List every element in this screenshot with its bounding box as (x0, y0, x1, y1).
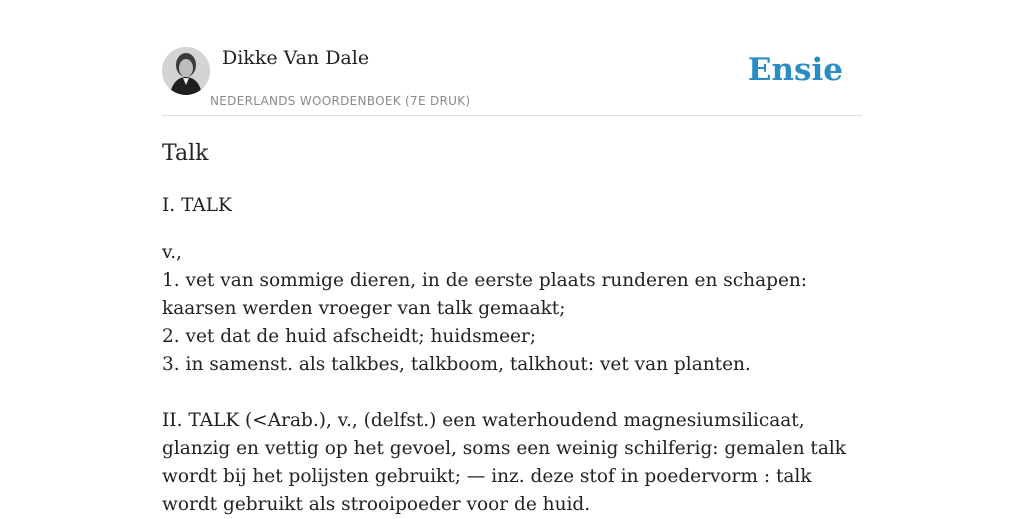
author-portrait-icon (162, 47, 210, 95)
definition-line: 2. vet dat de huid afscheidt; huidsmeer; (162, 326, 537, 347)
definition-paragraph: II. TALK (<Arab.), v., (delfst.) een waterhoudend magnesiumsilicaat, glanzig en vettig op het gevoel, soms een weinig schilferig: gemalen talk wordt bij het polijsten gebruikt; — inz. deze stof in poedervorm : talk wordt gebruikt als strooipoeder voor de huid. (162, 410, 847, 515)
author-avatar[interactable] (162, 47, 210, 95)
entry-body (162, 192, 862, 519)
definition-line: 3. in samenst. als talkbes, talkboom, talkhout: vet van planten. (162, 354, 751, 375)
section-heading: I. TALK (162, 195, 232, 216)
definition-line: 1. vet van sommige dieren, in de eerste plaats runderen en schapen: kaarsen werden vroeger van talk gemaakt; (162, 270, 808, 319)
page-header (162, 0, 862, 116)
author-name[interactable]: Dikke Van Dale (222, 47, 370, 69)
paragraph-gap (162, 379, 862, 407)
entry-title: Talk (162, 141, 209, 166)
definition-line: v., (162, 242, 183, 263)
site-logo[interactable]: Ensie (747, 52, 843, 88)
source-label[interactable]: NEDERLANDS WOORDENBOEK (7E DRUK) (210, 94, 471, 108)
page-container (162, 0, 862, 515)
